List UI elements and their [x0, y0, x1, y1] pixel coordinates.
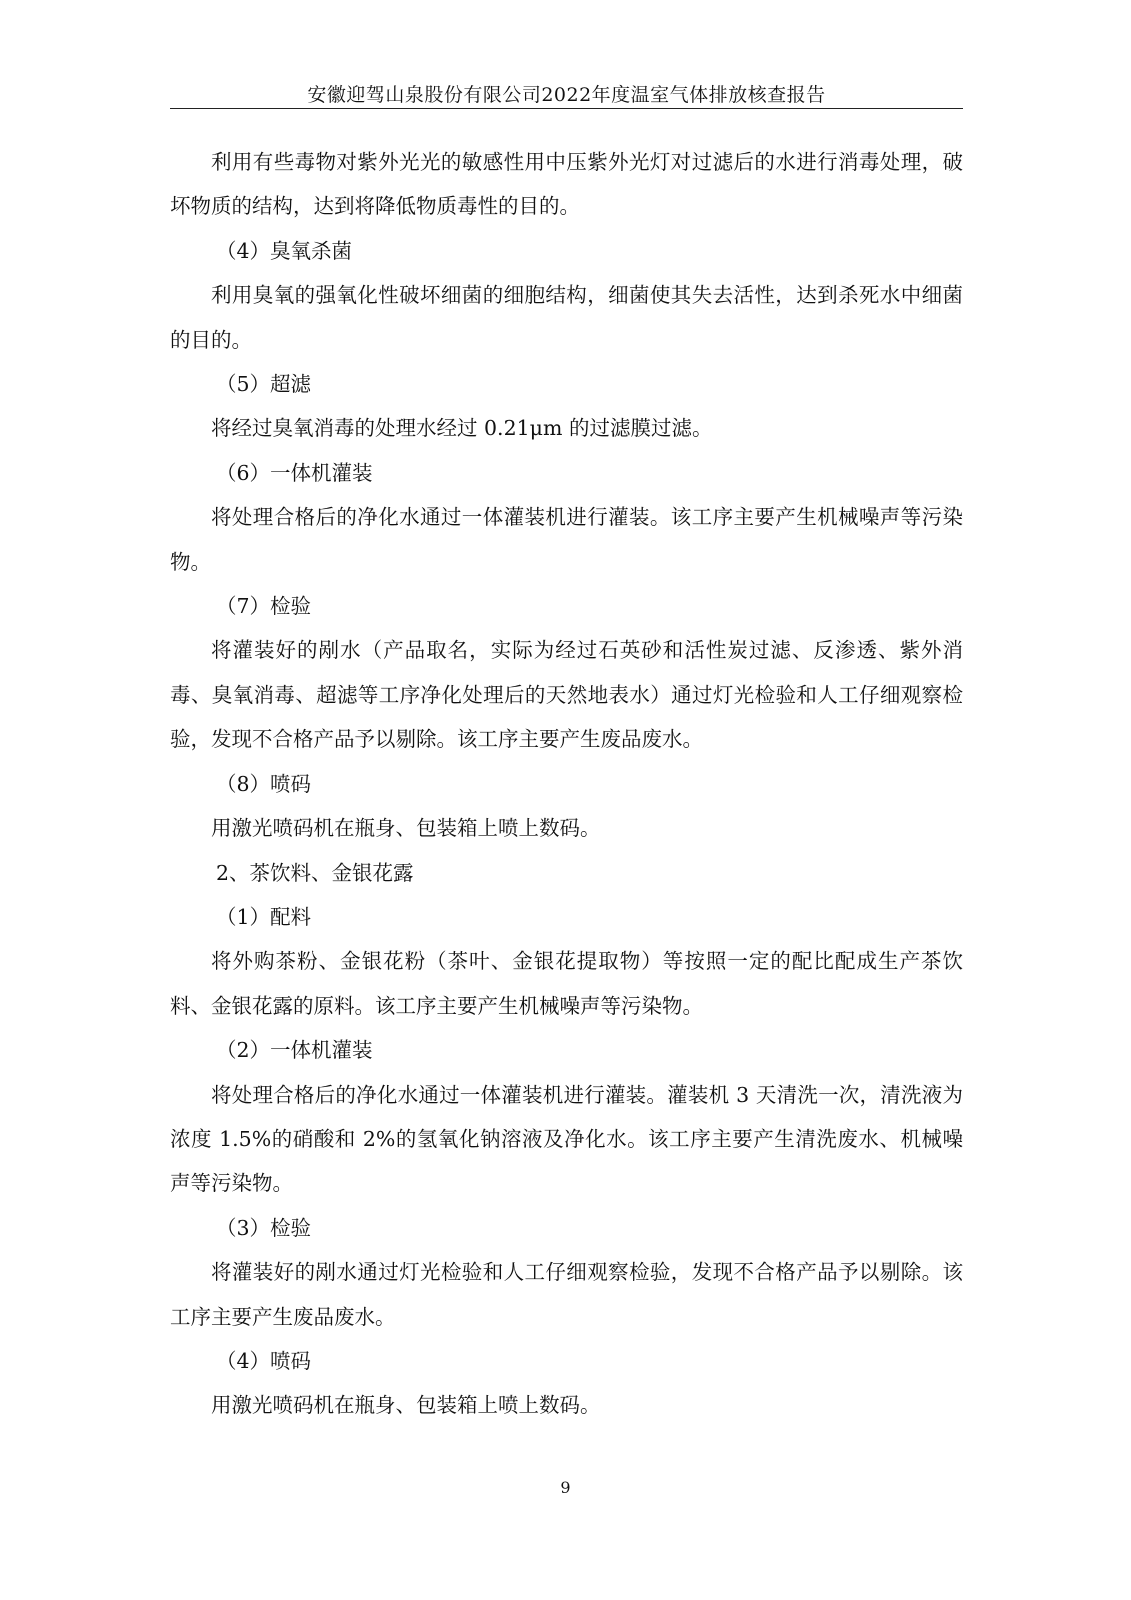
heading-section-tea-beverage: 2、茶饮料、金银花露	[216, 860, 414, 885]
page-header-title: 安徽迎驾山泉股份有限公司2022年度温室气体排放核查报告	[307, 84, 826, 106]
paragraph-inkjet-coding-1: 用激光喷码机在瓶身、包装箱上喷上数码。	[211, 816, 601, 841]
heading-inspection-2: （3）检验	[216, 1215, 312, 1240]
header-divider	[170, 108, 963, 109]
heading-ingredient-mixing: （1）配料	[216, 904, 312, 929]
heading-inkjet-coding-1: （8）喷码	[216, 771, 312, 796]
heading-inspection-1: （7）检验	[216, 594, 312, 619]
heading-integrated-filling-2: （2）一体机灌装	[216, 1038, 373, 1063]
paragraph-ultrafiltration: 将经过臭氧消毒的处理水经过 0.21μm 的过滤膜过滤。	[211, 416, 713, 441]
heading-integrated-filling-1: （6）一体机灌装	[216, 460, 373, 485]
paragraph-inkjet-coding-2: 用激光喷码机在瓶身、包装箱上喷上数码。	[211, 1393, 601, 1418]
paragraph-inspection-2: 将灌装好的剐水通过灯光检验和人工仔细观察检验，发现不合格产品予以剔除。该工序主要产生废品废水。	[170, 1260, 963, 1329]
paragraph-inspection-1: 将灌装好的剐水（产品取名，实际为经过石英砂和活性炭过滤、反渗透、紫外消毒、臭氧消毒、超滤等工序净化处理后的天然地表水）通过灯光检验和人工仔细观察检验，发现不合格产品予以剔除。该工序主要产生废品废水。	[170, 638, 963, 752]
paragraph-integrated-filling-2: 将处理合格后的净化水通过一体灌装机进行灌装。灌装机 3 天清洗一次，清洗液为浓度 1.5%的硝酸和 2%的氢氧化钠溶液及净化水。该工序主要产生清洗废水、机械噪声等污染物。	[170, 1082, 963, 1196]
heading-inkjet-coding-2: （4）喷码	[216, 1348, 312, 1373]
heading-ozone-sterilization: （4）臭氧杀菌	[216, 238, 353, 263]
paragraph-integrated-filling-1: 将处理合格后的净化水通过一体灌装机进行灌装。该工序主要产生机械噪声等污染物。	[170, 505, 963, 574]
paragraph-ozone-sterilization: 利用臭氧的强氧化性破坏细菌的细胞结构，细菌使其失去活性，达到杀死水中细菌的目的。	[170, 283, 963, 352]
page-number: 9	[560, 1478, 571, 1497]
heading-ultrafiltration: （5）超滤	[216, 372, 312, 397]
paragraph-ingredient-mixing: 将外购茶粉、金银花粉（茶叶、金银花提取物）等按照一定的配比配成生产茶饮料、金银花露的原料。该工序主要产生机械噪声等污染物。	[170, 949, 963, 1018]
paragraph-uv-disinfection: 利用有些毒物对紫外光光的敏感性用中压紫外光灯对过滤后的水进行消毒处理，破坏物质的结构，达到将降低物质毒性的目的。	[170, 150, 963, 219]
report-body	[170, 140, 963, 1428]
